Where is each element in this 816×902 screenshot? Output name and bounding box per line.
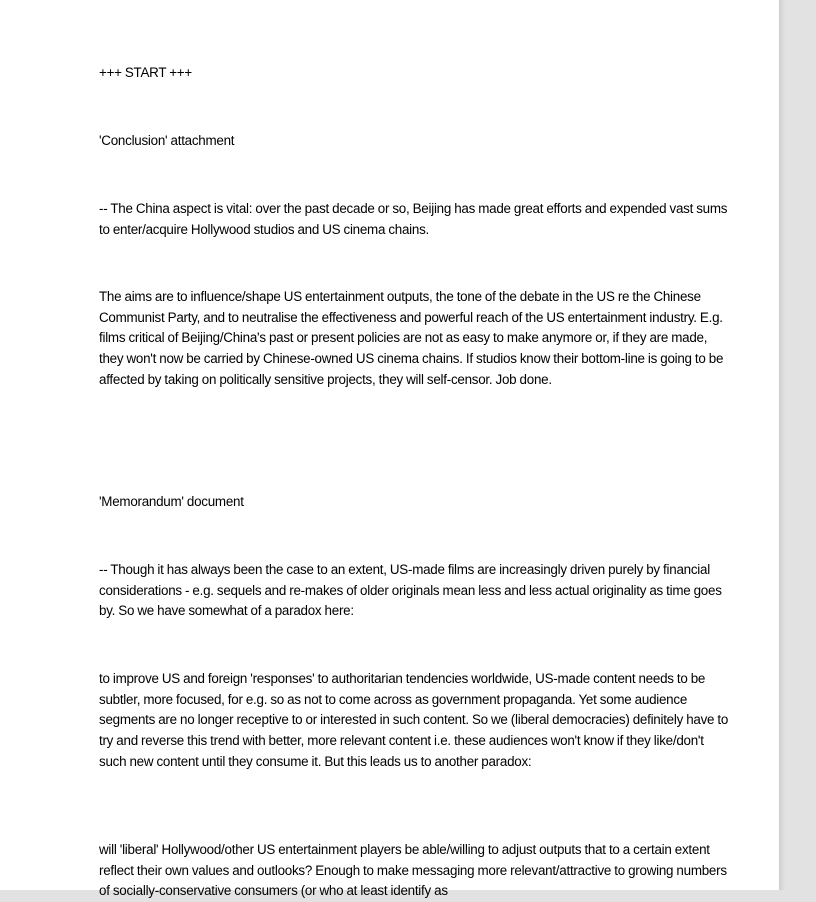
section-heading-conclusion: 'Conclusion' attachment: [99, 133, 235, 148]
start-marker: +++ START +++: [99, 65, 192, 80]
paragraph: The aims are to influence/shape US entertainment outputs, the tone of the debate in the US re the Chinese Communist Party, and to neutralise the effectiveness and powerful reach of the US entertainment industry. E.g. films critical of Beijing/China's past or present policies are not as easy to make anymore or, if they are made, they won't now be carried by Chinese-owned US cinema chains. If studios know their bottom-line is going to be affected by taking on politically sensitive projects, they will self-censor. Job done.: [99, 289, 724, 387]
paragraph: to improve US and foreign 'responses' to authoritarian tendencies worldwide, US-made content needs to be subtler, more focused, for e.g. so as not to come across as government propaganda. Yet some audience segments are no longer receptive to or interested in such content. So we (liberal democracies) definitely have to try and reverse this trend with better, more relevant content i.e. these audiences won't know if they like/don't such new content until they consume it. But this leads us to another paradox:: [99, 671, 729, 769]
paragraph: -- Though it has always been the case to an extent, US-made films are increasingly driven purely by financial considerations - e.g. sequels and re-makes of older originals mean less and less actual originality as time goes by. So we have somewhat of a paradox here:: [99, 562, 722, 619]
page-edge-shadow: [779, 0, 785, 890]
section-heading-memorandum: 'Memorandum' document: [99, 494, 244, 509]
paragraph: -- The China aspect is vital: over the past decade or so, Beijing has made great efforts and expended vast sums to enter/acquire Hollywood studios and US cinema chains.: [99, 201, 728, 237]
paragraph: will 'liberal' Hollywood/other US entertainment players be able/willing to adjust outputs that to a certain extent reflect their own values and outlooks? Enough to make messaging more relevant/attractive to growing numbers of socially-conservative consumers (or who at least identify as: [99, 842, 727, 899]
